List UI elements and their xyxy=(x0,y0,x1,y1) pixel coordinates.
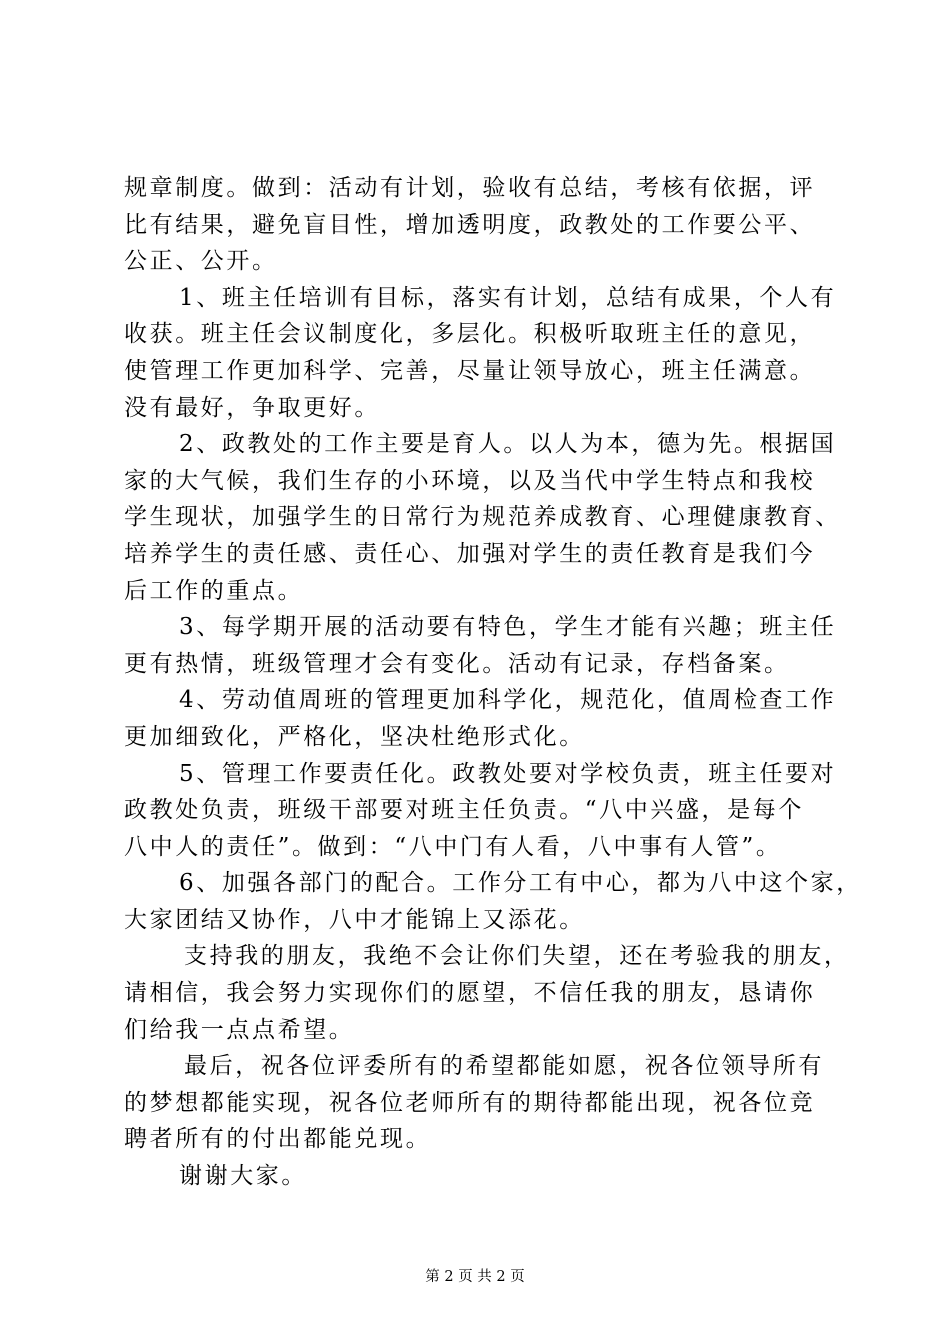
text-line: 没有最好，争取更好。 xyxy=(124,394,380,421)
text-line: 谢谢大家。 xyxy=(179,1163,307,1190)
text-line: 最后，祝各位评委所有的希望都能如愿，祝各位领导所有 xyxy=(184,1053,824,1080)
text-line: 5、管理工作要责任化。政教处要对学校负责，班主任要对 xyxy=(179,760,837,787)
text-line: 4、劳动值周班的管理更加科学化，规范化，值周检查工作 xyxy=(179,687,837,714)
text-line: 学生现状，加强学生的日常行为规范养成教育、心理健康教育、 xyxy=(124,504,841,531)
text-line: 收获。班主任会议制度化，多层化。积极听取班主任的意见， xyxy=(124,321,816,348)
text-line: 培养学生的责任感、责任心、加强对学生的责任教育是我们今 xyxy=(124,540,816,567)
text-line: 政教处负责，班级干部要对班主任负责。“八中兴盛，是每个 xyxy=(124,797,804,824)
text-line: 大家团结又协作，八中才能锦上又添花。 xyxy=(124,906,585,933)
text-line: 3、每学期开展的活动要有特色，学生才能有兴趣；班主任 xyxy=(179,614,837,641)
text-line: 后工作的重点。 xyxy=(124,577,304,604)
page-number-footer: 第 2 页 共 2 页 xyxy=(425,1269,525,1285)
text-line: 的梦想都能实现，祝各位老师所有的期待都能出现，祝各位竞 xyxy=(124,1089,816,1116)
text-line: 们给我一点点希望。 xyxy=(124,1016,355,1043)
text-line: 使管理工作更加科学、完善，尽量让领导放心，班主任满意。 xyxy=(124,357,816,384)
text-line: 聘者所有的付出都能兑现。 xyxy=(124,1126,432,1153)
text-line: 6、加强各部门的配合。工作分工有中心，都为八中这个家， xyxy=(179,870,862,897)
text-line: 八中人的责任”。做到：“八中门有人看，八中事有人管”。 xyxy=(124,833,782,860)
text-line: 支持我的朋友，我绝不会让你们失望，还在考验我的朋友， xyxy=(184,943,850,970)
text-line: 1、班主任培训有目标，落实有计划，总结有成果，个人有 xyxy=(179,284,837,311)
text-line: 规章制度。做到：活动有计划，验收有总结，考核有依据，评 xyxy=(124,175,816,201)
text-line: 公正、公开。 xyxy=(124,248,278,275)
text-line: 更有热情，班级管理才会有变化。活动有记录，存档备案。 xyxy=(124,650,790,677)
text-line: 比有结果，避免盲目性，增加透明度，政教处的工作要公平、 xyxy=(124,211,816,238)
text-line: 2、政教处的工作主要是育人。以人为本，德为先。根据国 xyxy=(179,431,837,458)
text-line: 家的大气候，我们生存的小环境，以及当代中学生特点和我校 xyxy=(124,467,816,494)
text-line: 请相信，我会努力实现你们的愿望，不信任我的朋友，恳请你 xyxy=(124,980,816,1007)
document-body xyxy=(124,170,862,1195)
text-line: 更加细致化，严格化，坚决杜绝形式化。 xyxy=(124,723,585,750)
